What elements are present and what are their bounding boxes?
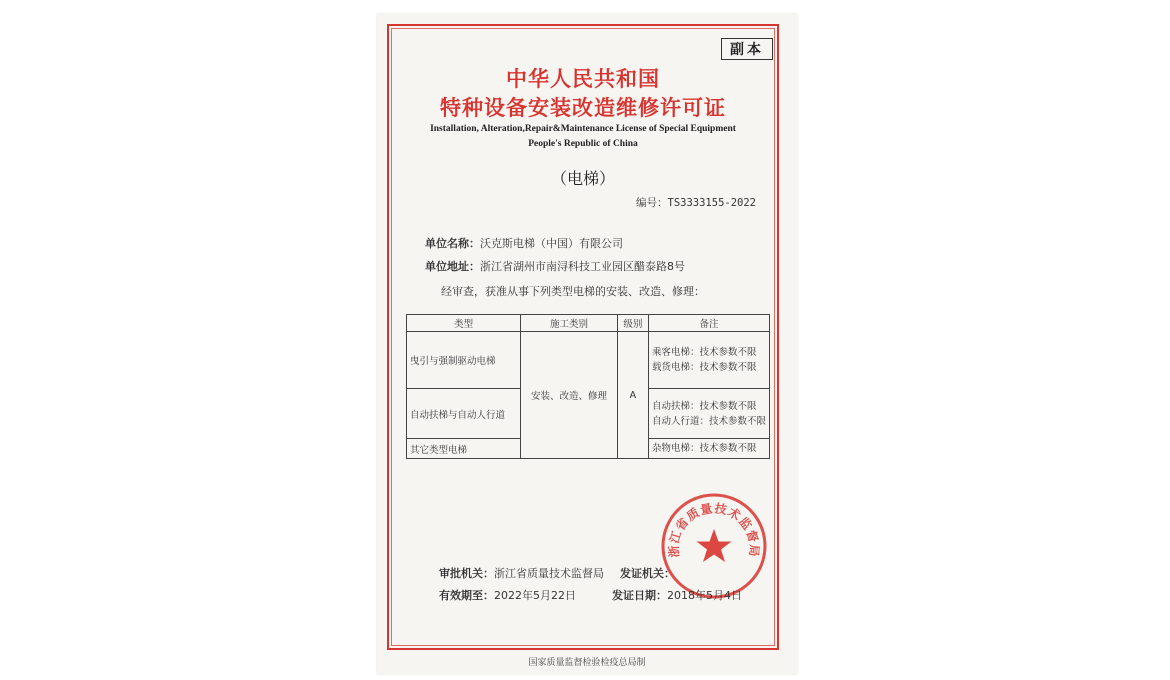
- approval-authority-label: 审批机关：: [439, 567, 494, 580]
- license-category: （电梯）: [550, 169, 615, 188]
- row-type: 曳引与强制驱动电梯: [407, 332, 521, 389]
- unit-name-label: 单位名称：: [425, 237, 480, 250]
- seal-star-icon: [697, 529, 732, 562]
- note-line: 乘客电梯：技术参数不限: [651, 347, 757, 358]
- header-type: 类型: [407, 315, 521, 332]
- header-level: 级别: [617, 315, 648, 332]
- row-notes: [648, 332, 769, 389]
- unit-name-field: [425, 235, 623, 251]
- row-type: 自动扶梯与自动人行道: [407, 389, 521, 439]
- title-en-line2: People's Republic of China: [528, 139, 638, 149]
- issue-date-field: [612, 587, 742, 603]
- validity-label: 有效期至：: [439, 589, 494, 602]
- row-notes: [648, 439, 769, 459]
- note-line: 自动人行道：技术参数不限: [651, 415, 766, 427]
- title-en-line1: Installation, Alteration,Repair&Maintenance License of Special Equipment: [430, 124, 736, 134]
- note-line: 杂物电梯：技术参数不限: [651, 443, 757, 454]
- unit-address-value: 浙江省湖州市南浔科技工业园区醋泰路8号: [480, 260, 685, 273]
- title-cn-line2: 特种设备安装改造维修许可证: [440, 96, 726, 120]
- unit-name-value: 沃克斯电梯（中国）有限公司: [480, 237, 623, 250]
- printer-note: 国家质量监督检验检疫总局制: [528, 658, 646, 668]
- official-seal: [659, 491, 769, 601]
- issuing-authority-label: 发证机关：: [620, 567, 675, 580]
- title-cn-line1: 中华人民共和国: [506, 67, 660, 91]
- table-header-row: [407, 315, 770, 332]
- note-line: 载货电梯：技术参数不限: [651, 362, 757, 373]
- copy-stamp: 副本: [721, 38, 773, 60]
- table-row: [407, 332, 770, 389]
- unit-address-label: 单位地址：: [425, 260, 480, 273]
- seal-text: 浙江省质量技术监督局: [666, 501, 762, 558]
- license-scope-table: [406, 314, 770, 459]
- issue-date-label: 发证日期：: [612, 589, 667, 602]
- unit-address-field: [425, 258, 685, 274]
- validity-date: 2022年5月22日: [494, 589, 576, 602]
- issue-date: 2018年5月4日: [667, 589, 742, 602]
- row-notes: [648, 389, 769, 439]
- row-work-type: 安装、改造、修理: [521, 332, 617, 459]
- approval-authority-value: 浙江省质量技术监督局: [494, 567, 604, 580]
- header-work-type: 施工类别: [521, 315, 617, 332]
- header-notes: 备注: [648, 315, 769, 332]
- note-line: 自动扶梯：技术参数不限: [651, 400, 757, 412]
- row-level: A: [617, 332, 648, 459]
- approval-authority-field: [439, 565, 604, 581]
- validity-field: [439, 587, 576, 603]
- approval-statement: 经审查，获准从事下列类型电梯的安装、改造、修理：: [441, 285, 705, 298]
- row-type: 其它类型电梯: [407, 439, 521, 459]
- serial-number: 编号：TS3333155-2022: [636, 197, 757, 209]
- issuing-authority-field: [620, 565, 675, 581]
